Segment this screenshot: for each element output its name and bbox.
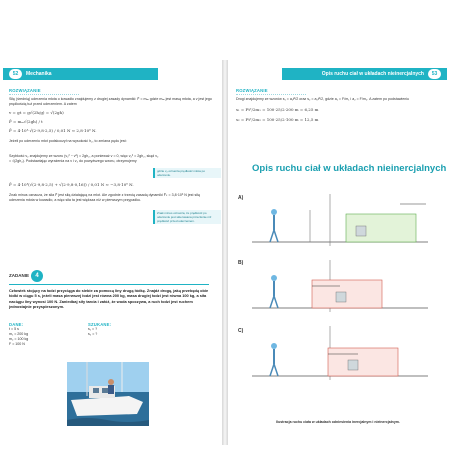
right-solution-block	[236, 88, 436, 122]
given-item: F = 100 N	[9, 342, 25, 346]
figure-caption: Ilustracja ruchu ciała w układach odniesienia inercjalnym i nieinercjalnym.	[276, 420, 400, 424]
left-end-text: Znak minus oznacza, że siła F̄ jest siłą działającą na młot. Ale zgodnie z trzecią zasadą dynamiki F̄ₖ = 3,8·10⁶ N jest siłą uderzenia młota w kowadło, a więc siła ta jest większa niż w pierwszym przypadku.	[9, 193, 200, 202]
left-mid-text: Jeżeli po uderzeniu młot podskoczył na wysokość h₂, to zmiana pędu jest:	[9, 139, 127, 143]
diagram-label-a: A)	[238, 195, 244, 201]
sought-item: s₁ = ?	[88, 327, 98, 331]
side-note-2: Znak minus oznacza, że prędkość po uderzeniu jest skierowana przeciwnie niż prędkość przed uderzeniem.	[153, 210, 221, 224]
right-header-bar	[282, 68, 447, 80]
left-mid-text-2: Szybkość v₂ znajdujemy ze wzoru (v₂² − v²) = 2gh₂, a ponieważ v = 0, więc v₂² = 2gh₂, skąd v₂ = √(2gh₂). Podstawiając wyrażenia na v i v₂ do powyższego wzoru, otrzymujemy	[9, 154, 159, 163]
diagram-label-c: C)	[238, 328, 244, 334]
diagram-a	[250, 190, 430, 250]
task-divider	[9, 284, 209, 285]
formula-4: F̄ = 4·10³(√(2·9,8·2,5) + √(2·9,8·0,16)) / 0,01 N ≈ −3,8·10⁶ N.	[9, 182, 134, 187]
left-page	[3, 60, 222, 445]
left-header-bar	[3, 68, 158, 80]
boat-photo	[67, 362, 149, 426]
right-page-number: 53	[428, 69, 441, 79]
sought-block	[88, 322, 138, 337]
diagram-label-b: B)	[238, 260, 244, 266]
section-divider	[9, 94, 79, 95]
sought-label: SZUKANE:	[88, 322, 112, 327]
given-item: t = 5 s	[9, 327, 19, 331]
side-note-1: gdzie v₂ oznacza prędkość młota po uderzeniu.	[153, 168, 221, 178]
left-section-label: ROZWIĄZANIE	[9, 88, 41, 93]
given-block	[9, 322, 59, 347]
formula-s1: s₁ = Ft²/2m₁ = 100·25/2·200 m = 6,25 m	[236, 107, 319, 112]
right-text: Drogi znajdujemy ze wzorów s₁ = a₁t²/2 oraz s₂ = a₂t²/2, gdzie a₁ = F/m₁ i a₂ = F/m₂. A zatem po podstawieniu	[236, 97, 410, 101]
given-item: m₂ = 100 kg	[9, 337, 29, 341]
given-label: DANE:	[9, 322, 24, 327]
left-solution-block	[9, 88, 214, 203]
sought-item: s₂ = ?	[88, 332, 98, 336]
task-number-badge: 4	[31, 270, 43, 282]
task-text: Człowiek stojący na łodzi przyciąga do siebie za pomocą liny drugą łódkę. Znajdź drogę, jaką przebędą obie łódki w ciągu 5 s, jeżeli masa pierwszej łodzi jest równa 200 kg, masa drugiej łodzi jest równa 100 kg, a siła naciągu liny wynosi 100 N. Zaniedbaj siły tarcia i załóż, że woda spoczywa, a ruch łodzi jest ruchem jednostajnie przyspieszonym.	[9, 288, 209, 310]
diagram-c	[250, 322, 430, 384]
section-title: Opis ruchu ciał w układach nieinercjalnych	[252, 163, 447, 174]
left-header-title: Mechanika	[26, 71, 52, 77]
right-header-title: Opis ruchu ciał w układach nieinercjalnych	[321, 71, 424, 77]
task-label: ZADANIE	[9, 273, 29, 278]
formula-1: v = gt = g√(2h/g) = √(2gh)	[9, 110, 64, 115]
right-page	[228, 60, 447, 445]
formula-2: F̄ = mₘ√(2gh) / t	[9, 119, 43, 124]
boat-image	[67, 362, 149, 426]
right-section-label: ROZWIĄZANIE	[236, 88, 268, 93]
formula-s2: s₂ = Ft²/2m₂ = 100·25/2·100 m = 12,5 m	[236, 117, 319, 122]
left-intro-text: Siłę (średnią) uderzenia młota o kowadło znajdujemy z drugiej zasady dynamiki: F̄ = mₘ gdzie mₘ jest masą młota, a v jest jego prędkością tuż przed uderzeniem. A zatem	[9, 97, 212, 106]
section-divider	[236, 94, 306, 95]
diagram-b	[250, 256, 430, 316]
left-page-number: 52	[9, 69, 22, 79]
given-item: m₁ = 200 kg	[9, 332, 29, 336]
formula-3: F̄ = 4·10³·√(2·9,8·2,5) / 0,01 N ≈ 2,8·10⁶ N.	[9, 128, 97, 133]
